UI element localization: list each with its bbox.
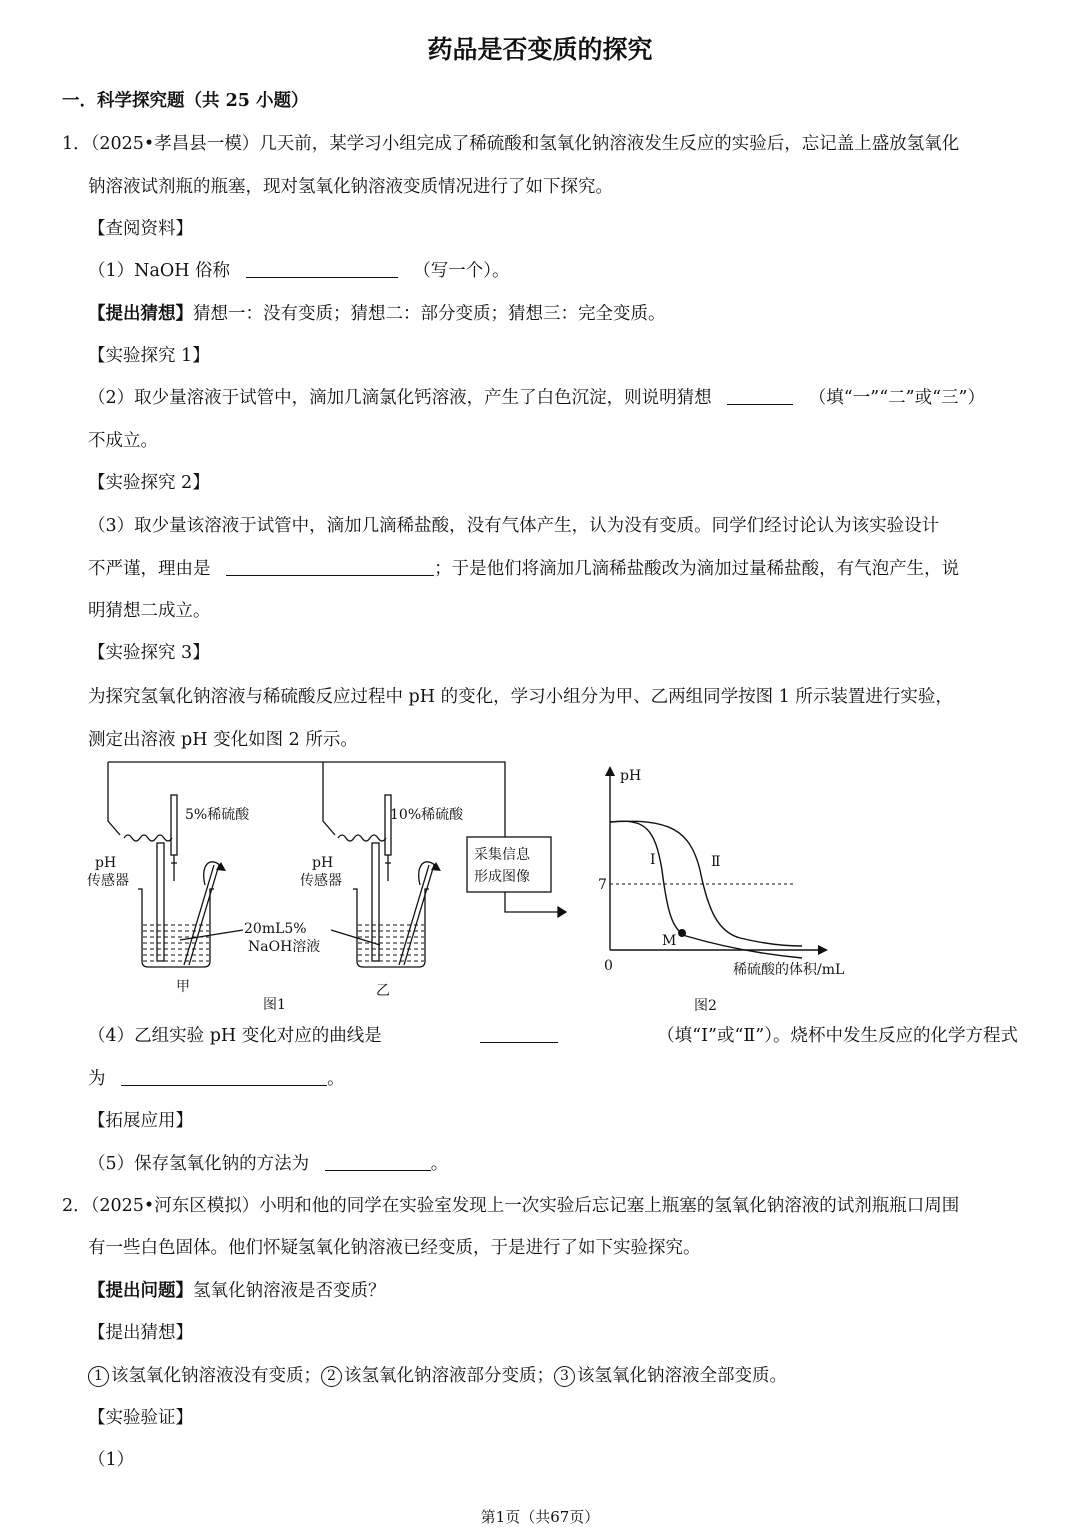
origin-label: 0 <box>604 958 613 974</box>
q1-stem-line2: 钠溶液试剂瓶的瓶塞，现对氢氧化钠溶液变质情况进行了如下探究。 <box>88 177 613 197</box>
q2-guesses <box>88 1364 787 1388</box>
point-M <box>678 929 686 937</box>
q2-part1: （1） <box>88 1450 135 1470</box>
q1-part2-suffix: （填“一”“二”或“三”） <box>808 388 985 408</box>
q2-heading-guess: 【提出猜想】 <box>88 1323 193 1343</box>
section-heading: 一．科学探究题（共 25 小题） <box>62 91 309 111</box>
circled-number-3: 3 <box>554 1366 575 1387</box>
q1-part3-suffix: ；于是他们将滴加几滴稀盐酸改为滴加过量稀盐酸，有气泡产生，说 <box>434 559 960 579</box>
q1-part2-text: （2）取少量溶液于试管中，滴加几滴氯化钙溶液，产生了白色沉淀，则说明猜想 <box>88 388 712 408</box>
q1-exp3-line1: 为探究氢氧化钠溶液与稀硫酸反应过程中 pH 的变化，学习小组分为甲、乙两组同学按图 1 所示装置进行实验， <box>88 687 953 707</box>
q1-part3-line2 <box>88 557 959 581</box>
page-title: 药品是否变质的探究 <box>427 35 653 64</box>
q1-part1 <box>88 259 509 283</box>
figure1-caption: 图1 <box>263 997 286 1013</box>
q1-heading-exp1: 【实验探究 1】 <box>88 346 210 366</box>
q1-part4-line2-text: 为 <box>88 1069 106 1089</box>
q1-heading-guess: 【提出猜想】 <box>88 304 193 324</box>
q2-guess-1: 该氢氧化钠溶液没有变质； <box>111 1366 321 1386</box>
beaker-label-jia: 甲 <box>176 979 190 995</box>
q1-guess-text: 猜想一：没有变质；猜想二：部分变质；猜想三：完全变质。 <box>193 304 666 324</box>
q2-guess-2: 该氢氧化钠溶液部分变质； <box>344 1366 554 1386</box>
q1-guess <box>88 302 666 326</box>
q1-stem-line1: 1．（2025•孝昌县一模）几天前，某学习小组完成了稀硫酸和氢氧化钠溶液发生反应的实验后，忘记盖上盛放氢氧化 <box>62 134 960 154</box>
naoh-label-line2: NaOH溶液 <box>248 939 321 955</box>
q2-heading-verify: 【实验验证】 <box>88 1408 193 1428</box>
q1-heading-ext: 【拓展应用】 <box>88 1111 193 1131</box>
x-axis-label: 稀硫酸的体积/mL <box>733 962 845 978</box>
q2-heading-question: 【提出问题】 <box>88 1281 193 1301</box>
q1-part4-line1 <box>88 1024 1018 1048</box>
q1-exp3-line2: 测定出溶液 pH 变化如图 2 所示。 <box>88 730 358 750</box>
acid-label-b: 10%稀硫酸 <box>390 807 464 823</box>
sensor-label-a-line1: pH <box>95 855 117 871</box>
answer-blank-3[interactable] <box>226 557 434 576</box>
sensor-label-a-line2: 传感器 <box>87 873 129 889</box>
circled-number-1: 1 <box>88 1366 109 1387</box>
answer-blank-2[interactable] <box>727 386 793 405</box>
q1-heading-check: 【查阅资料】 <box>88 219 193 239</box>
q1-part1-suffix: （写一个）。 <box>413 261 510 281</box>
circled-number-2: 2 <box>321 1366 342 1387</box>
q1-part2-line2: 不成立。 <box>88 431 158 451</box>
q1-part3-line1: （3）取少量该溶液于试管中，滴加几滴稀盐酸，没有气体产生，认为没有变质。同学们经讨论认为该实验设计 <box>88 516 940 536</box>
q1-heading-exp2: 【实验探究 2】 <box>88 473 210 493</box>
acid-label-a: 5%稀硫酸 <box>185 807 250 823</box>
q1-part3-text: 不严谨，理由是 <box>88 559 211 579</box>
collector-label-line2: 形成图像 <box>474 869 530 885</box>
sensor-label-b-line1: pH <box>312 855 334 871</box>
figure1-apparatus <box>80 755 580 1017</box>
y-tick-7: 7 <box>598 877 607 893</box>
q1-part5 <box>88 1152 448 1176</box>
answer-blank-5[interactable] <box>121 1067 327 1086</box>
q2-question <box>88 1279 386 1303</box>
q1-part4-text: （4）乙组实验 pH 变化对应的曲线是 <box>88 1026 382 1046</box>
q1-part5-suffix: 。 <box>430 1154 449 1174</box>
collector-label-line1: 采集信息 <box>474 847 530 863</box>
point-M-label: M <box>662 933 677 949</box>
q2-stem-line2: 有一些白色固体。他们怀疑氢氧化钠溶液已经变质，于是进行了如下实验探究。 <box>88 1238 701 1258</box>
curve-II-label: Ⅱ <box>711 854 721 870</box>
q1-part2 <box>88 386 985 410</box>
q1-part4-suffix: （填“Ⅰ”或“Ⅱ”）。烧杯中发生反应的化学方程式 <box>657 1026 1018 1046</box>
y-axis-label: pH <box>620 768 642 784</box>
naoh-label-line1: 20mL5% <box>244 921 307 937</box>
q1-heading-exp3: 【实验探究 3】 <box>88 643 210 663</box>
q1-part1-text: （1）NaOH 俗称 <box>88 261 231 281</box>
q1-part4-line2 <box>88 1067 345 1091</box>
figure2-caption: 图2 <box>694 998 717 1014</box>
answer-blank-1[interactable] <box>246 259 398 278</box>
q2-question-text: 氢氧化钠溶液是否变质？ <box>193 1281 386 1301</box>
q1-part4-line2-suffix: 。 <box>327 1069 345 1089</box>
page-footer: 第1页（共67页） <box>480 1508 600 1526</box>
curve-I <box>610 821 802 958</box>
q1-part5-text: （5）保存氢氧化钠的方法为 <box>88 1154 310 1174</box>
q2-guess-3: 该氢氧化钠溶液全部变质。 <box>577 1366 787 1386</box>
beaker-label-yi: 乙 <box>376 983 390 999</box>
curve-I-label: Ⅰ <box>650 852 656 868</box>
sensor-label-b-line2: 传感器 <box>300 873 342 889</box>
answer-blank-6[interactable] <box>325 1152 431 1171</box>
answer-blank-4[interactable] <box>480 1024 558 1043</box>
figure2-ph-chart <box>590 760 870 1022</box>
q2-stem-line1: 2．（2025•河东区模拟）小明和他的同学在实验室发现上一次实验后忘记塞上瓶塞的氢氧化钠溶液的试剂瓶瓶口周围 <box>62 1196 960 1216</box>
q1-part3-line3: 明猜想二成立。 <box>88 601 211 621</box>
